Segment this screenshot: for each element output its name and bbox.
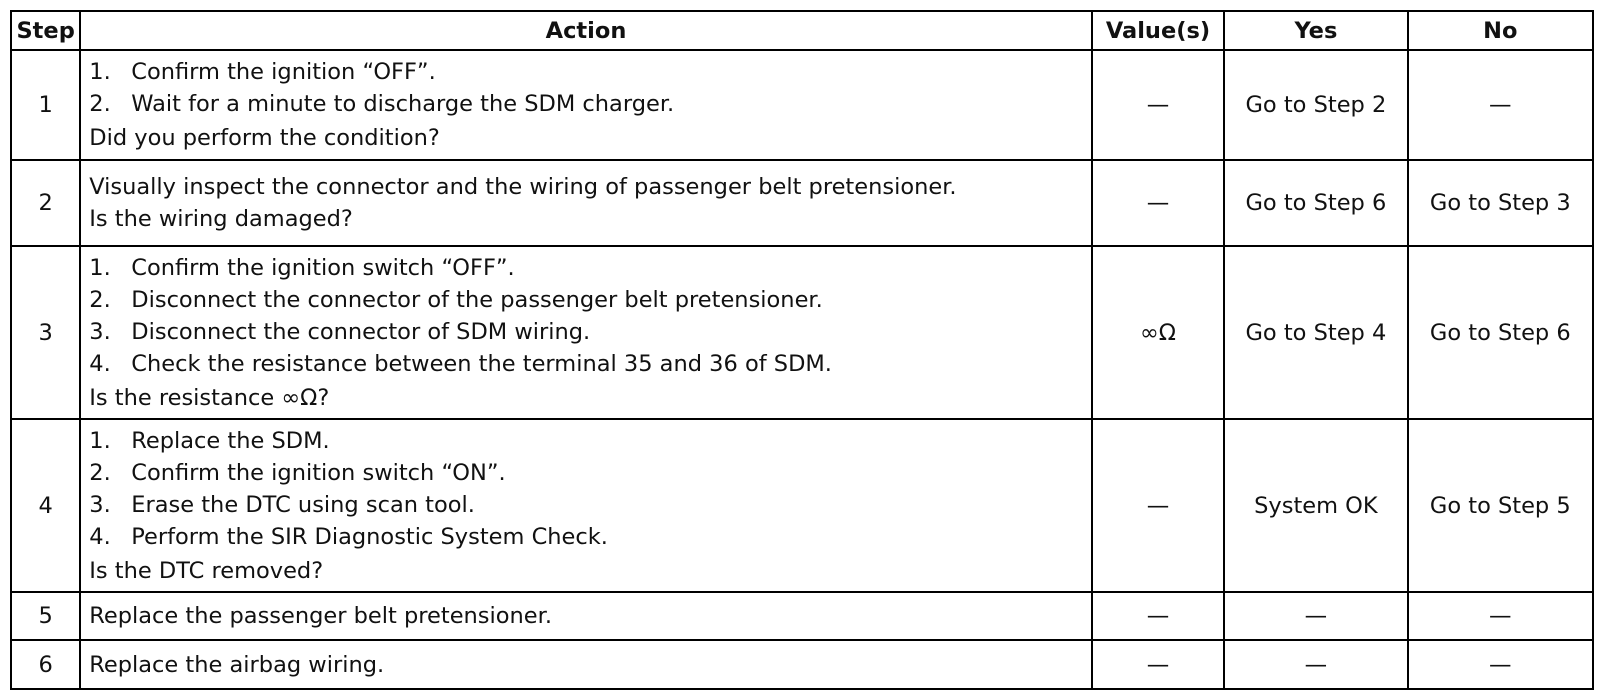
header-yes: Yes — [1224, 11, 1407, 50]
table-row — [11, 50, 1593, 160]
action-item: 1. Confirm the ignition switch “OFF”. — [89, 254, 515, 281]
action-item: 4. Perform the SIR Diagnostic System Check. — [89, 523, 608, 550]
action-text: Visually inspect the connector and the wiring of passenger belt pretensioner. — [89, 174, 957, 200]
action-cell — [80, 160, 1092, 246]
action-question: Did you perform the condition? — [89, 125, 440, 151]
no-cell: Go to Step 6 — [1408, 246, 1593, 419]
action-cell — [80, 246, 1092, 419]
action-item: 3. Disconnect the connector of SDM wiring. — [89, 318, 591, 345]
action-item: 2. Disconnect the connector of the passenger belt pretensioner. — [89, 286, 823, 313]
yes-cell: Go to Step 6 — [1224, 160, 1407, 246]
action-item: 1. Replace the SDM. — [89, 427, 330, 454]
value-cell: — — [1092, 50, 1224, 160]
action-text: Replace the passenger belt pretensioner. — [89, 603, 552, 629]
action-item: 1. Confirm the ignition “OFF”. — [89, 59, 436, 85]
action-cell — [80, 419, 1092, 592]
no-cell: Go to Step 3 — [1408, 160, 1593, 246]
header-row — [11, 11, 1593, 50]
table-row — [11, 592, 1593, 640]
yes-cell: Go to Step 2 — [1224, 50, 1407, 160]
step-number: 3 — [11, 246, 80, 419]
table-row — [11, 419, 1593, 592]
no-cell: — — [1408, 592, 1593, 640]
diagnostic-table — [10, 10, 1594, 690]
yes-cell: System OK — [1224, 419, 1407, 592]
value-cell: — — [1092, 419, 1224, 592]
yes-cell: — — [1224, 592, 1407, 640]
action-text: Replace the airbag wiring. — [89, 651, 385, 678]
step-number: 5 — [11, 592, 80, 640]
action-question: Is the resistance ∞Ω? — [89, 384, 330, 411]
yes-cell: Go to Step 4 — [1224, 246, 1407, 419]
table-row — [11, 246, 1593, 419]
value-cell: — — [1092, 160, 1224, 246]
action-item: 2. Wait for a minute to discharge the SDM charger. — [89, 91, 675, 117]
step-number: 1 — [11, 50, 80, 160]
value-cell: ∞Ω — [1092, 246, 1224, 419]
no-cell: — — [1408, 50, 1593, 160]
value-cell: — — [1092, 592, 1224, 640]
step-number: 2 — [11, 160, 80, 246]
step-number: 6 — [11, 640, 80, 689]
yes-cell: — — [1224, 640, 1407, 689]
action-item: 3. Erase the DTC using scan tool. — [89, 491, 475, 518]
action-question: Is the DTC removed? — [89, 557, 324, 584]
no-cell: Go to Step 5 — [1408, 419, 1593, 592]
header-step: Step — [11, 11, 80, 50]
table-row — [11, 160, 1593, 246]
no-cell: — — [1408, 640, 1593, 689]
action-item: 2. Confirm the ignition switch “ON”. — [89, 459, 506, 486]
step-number: 4 — [11, 419, 80, 592]
action-cell — [80, 50, 1092, 160]
action-item: 4. Check the resistance between the terminal 35 and 36 of SDM. — [89, 350, 832, 377]
action-question: Is the wiring damaged? — [89, 206, 353, 232]
header-values: Value(s) — [1092, 11, 1224, 50]
header-no: No — [1408, 11, 1593, 50]
table-row — [11, 640, 1593, 689]
value-cell: — — [1092, 640, 1224, 689]
action-cell — [80, 640, 1092, 689]
action-cell — [80, 592, 1092, 640]
header-action: Action — [80, 11, 1092, 50]
